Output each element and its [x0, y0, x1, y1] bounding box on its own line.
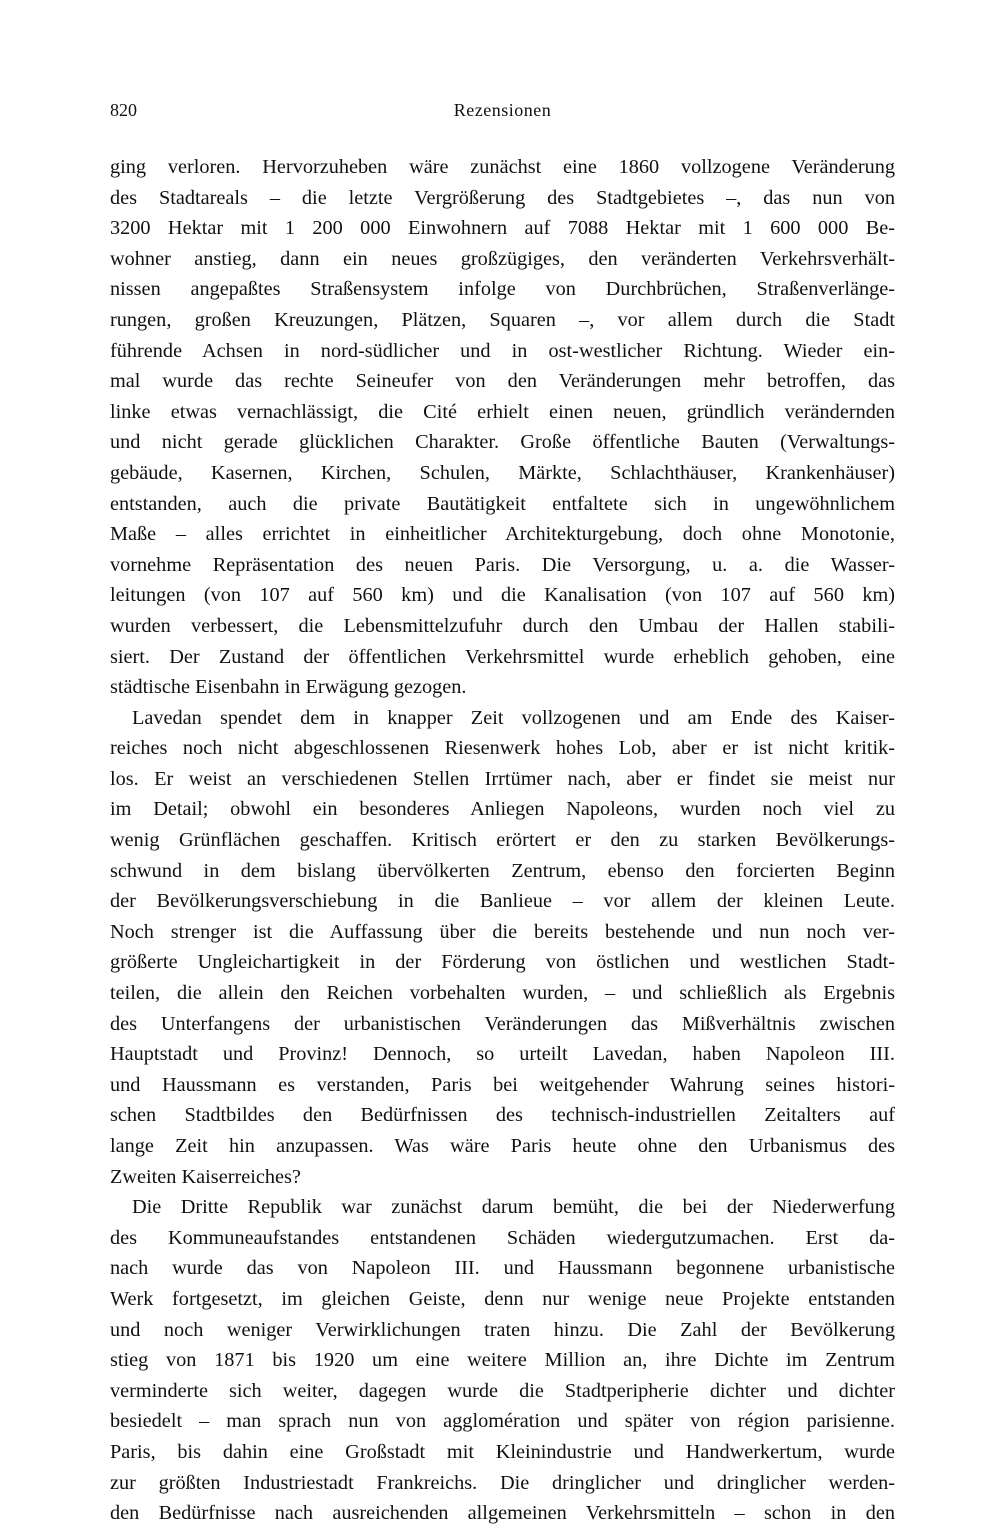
text-line: Zweiten Kaiserreiches?	[110, 1165, 301, 1188]
text-line: los. Er weist an verschiedenen Stellen Irrtümer nach, aber er findet sie meist nur	[110, 767, 895, 790]
text-line: entstanden, auch die private Bautätigkeit entfaltete sich in ungewöhnlichem	[110, 492, 895, 515]
text-line: 3200 Hektar mit 1 200 000 Einwohnern auf 7088 Hektar mit 1 600 000 Be-	[110, 217, 895, 240]
text-line: mal wurde das rechte Seineufer von den Veränderungen mehr betroffen, das	[110, 370, 895, 393]
text-line: im Detail; obwohl ein besonderes Anliegen Napoleons, wurden noch viel zu	[110, 798, 895, 821]
text-line: Lavedan spendet dem in knapper Zeit vollzogenen und am Ende des Kaiser-	[132, 706, 895, 729]
text-line: und noch weniger Verwirklichungen traten hinzu. Die Zahl der Bevölkerung	[110, 1318, 895, 1341]
text-line: zur größten Industriestadt Frankreichs. Die dringlicher und dringlicher werden-	[110, 1471, 895, 1494]
text-line: Paris, bis dahin eine Großstadt mit Kleinindustrie und Handwerkertum, wurde	[110, 1440, 895, 1463]
page-header	[110, 100, 895, 126]
text-line: vornehme Repräsentation des neuen Paris. Die Versorgung, u. a. die Wasser-	[110, 553, 895, 576]
text-line: schen Stadtbildes den Bedürfnissen des technisch-industriellen Zeitalters auf	[110, 1104, 895, 1127]
text-line: Werk fortgesetzt, im gleichen Geiste, denn nur wenige neue Projekte entstanden	[110, 1287, 895, 1310]
text-line: besiedelt – man sprach nun von agglomération und später von région parisienne.	[110, 1410, 895, 1433]
text-line: stieg von 1871 bis 1920 um eine weitere Million an, ihre Dichte im Zentrum	[110, 1349, 895, 1372]
text-line: lange Zeit hin anzupassen. Was wäre Paris heute ohne den Urbanismus des	[110, 1135, 895, 1157]
text-line: Noch strenger ist die Auffassung über die bereits bestehende und nun noch ver-	[110, 920, 895, 943]
text-line: verminderte sich weiter, dagegen wurde die Stadtperipherie dichter und dichter	[110, 1379, 895, 1402]
text-line: leitungen (von 107 auf 560 km) und die Kanalisation (von 107 auf 560 km)	[110, 584, 895, 607]
body-text	[110, 152, 895, 1529]
text-line: nissen angepaßtes Straßensystem infolge von Durchbrüchen, Straßenverlänge-	[110, 278, 895, 301]
text-line: nach wurde das von Napoleon III. und Haussmann begonnene urbanistische	[110, 1257, 895, 1280]
text-line: teilen, die allein den Reichen vorbehalten wurden, – und schließlich als Ergebnis	[110, 982, 895, 1005]
text-line: städtische Eisenbahn in Erwägung gezogen.	[110, 676, 467, 699]
text-line: führende Achsen in nord-südlicher und in ost-westlicher Richtung. Wieder ein-	[110, 339, 895, 362]
text-line: Maße – alles errichtet in einheitlicher Architekturgebung, doch ohne Monotonie,	[110, 523, 895, 546]
text-line: Hauptstadt und Provinz! Dennoch, so urteilt Lavedan, haben Napoleon III.	[110, 1043, 895, 1066]
text-line: und Haussmann es verstanden, Paris bei weitgehender Wahrung seines histori-	[110, 1073, 895, 1096]
text-line: wohner anstieg, dann ein neues großzügiges, den veränderten Verkehrsverhält-	[110, 247, 895, 270]
text-line: des Kommuneaufstandes entstandenen Schäden wiedergutzumachen. Erst da-	[110, 1226, 895, 1249]
text-line: reiches noch nicht abgeschlossenen Riesenwerk hohes Lob, aber er ist nicht kritik-	[110, 737, 895, 760]
text-line: wurden verbessert, die Lebensmittelzufuhr durch den Umbau der Hallen stabili-	[110, 614, 895, 637]
text-line: der Bevölkerungsverschiebung in die Banlieue – vor allem der kleinen Leute.	[110, 890, 895, 913]
text-line: größerte Ungleichartigkeit in der Förderung von östlichen und westlichen Stadt-	[110, 951, 895, 974]
text-line: ging verloren. Hervorzuheben wäre zunächst eine 1860 vollzogene Veränderung	[110, 156, 895, 178]
text-line: rungen, großen Kreuzungen, Plätzen, Squaren –, vor allem durch die Stadt	[110, 308, 895, 331]
text-line: des Stadtareals – die letzte Vergrößerung des Stadtgebietes –, das nun von	[110, 186, 895, 209]
text-line: gebäude, Kasernen, Kirchen, Schulen, Märkte, Schlachthäuser, Krankenhäuser)	[110, 461, 895, 484]
text-line: des Unterfangens der urbanistischen Veränderungen das Mißverhältnis zwischen	[110, 1012, 895, 1035]
text-line: linke etwas vernachlässigt, die Cité erhielt einen neuen, gründlich verändernden	[110, 400, 895, 423]
text-line: schwund in dem bislang übervölkerten Zentrum, ebenso den forcierten Beginn	[110, 859, 895, 882]
text-line: den Bedürfnisse nach ausreichenden allgemeinen Verkehrsmitteln – schon in den	[110, 1502, 895, 1525]
text-line: wenig Grünflächen geschaffen. Kritisch erörtert er den zu starken Bevölkerungs-	[110, 829, 895, 852]
running-head: Rezensionen	[453, 100, 552, 120]
page-number: 820	[110, 100, 137, 120]
text-line: und nicht gerade glücklichen Charakter. Große öffentliche Bauten (Verwaltungs-	[110, 431, 895, 454]
text-line: siert. Der Zustand der öffentlichen Verkehrsmittel wurde erheblich gehoben, eine	[110, 645, 895, 668]
text-line: Die Dritte Republik war zunächst darum bemüht, die bei der Niederwerfung	[132, 1196, 895, 1219]
